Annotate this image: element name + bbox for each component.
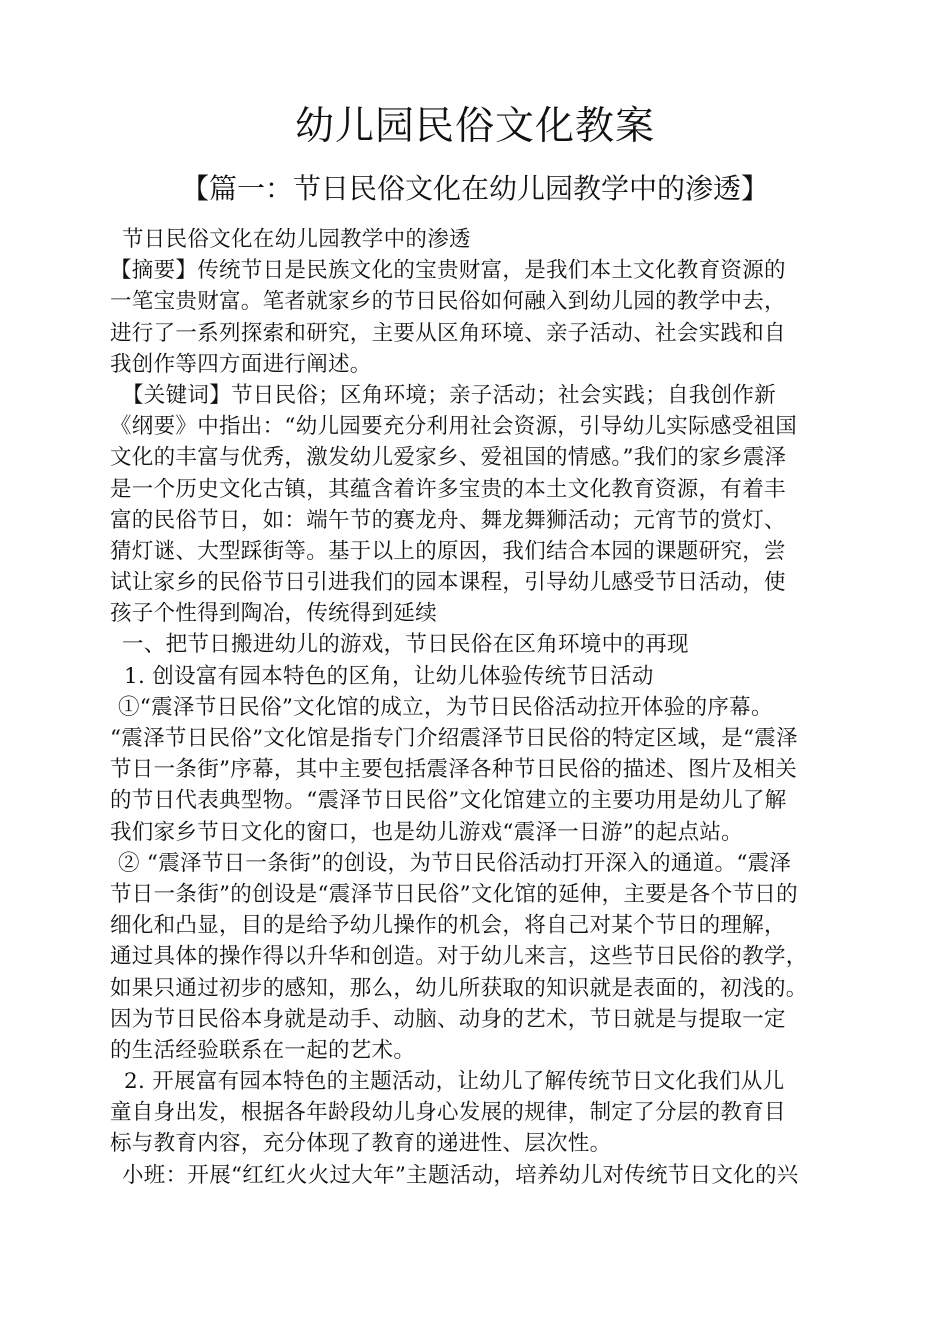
document-title: 幼儿园民俗文化教案 [294,104,655,149]
body-line: 童自身出发，根据各年龄段幼儿身心发展的规律，制定了分层的教育目 [110,1100,786,1126]
body-line: 的生活经验联系在一起的艺术。 [110,1037,416,1063]
body-line: 是一个历史文化古镇，其蕴含着许多宝贵的本土文化教育资源，有着丰 [110,476,786,502]
body-line: 2. 开展富有园本特色的主题活动，让幼儿了解传统节日文化我们从儿 [124,1069,785,1095]
document-subtitle: 【篇一：节日民俗文化在幼儿园教学中的渗透】 [180,172,769,205]
body-line: 试让家乡的民俗节日引进我们的园本课程，引导幼儿感受节日活动，使 [110,570,786,596]
body-line: 一、把节日搬进幼儿的游戏，节日民俗在区角环境中的再现 [122,632,689,658]
body-line: 节日一条街”序幕，其中主要包括震泽各种节日民俗的描述、图片及相关 [110,757,798,783]
document-body [110,224,850,1191]
body-line: 文化的丰富与优秀，激发幼儿爱家乡、爱祖国的情感。”我们的家乡震泽 [110,445,787,471]
body-line: 1. 创设富有园本特色的区角，让幼儿体验传统节日活动 [124,663,654,689]
body-line: 通过具体的操作得以升华和创造。对于幼儿来言，这些节日民俗的教学， [110,944,808,970]
body-line: 【关键词】节日民俗；区角环境；亲子活动；社会实践；自我创作新 [122,382,777,408]
body-line: 节日民俗文化在幼儿园教学中的渗透 [122,227,471,252]
body-line: 如果只通过初步的感知，那么，幼儿所获取的知识就是表面的，初浅的。 [110,975,808,1001]
body-line: 因为节日民俗本身就是动手、动脑、动身的艺术，节日就是与提取一定 [110,1006,786,1032]
body-line: 猜灯谜、大型踩街等。基于以上的原因，我们结合本园的课题研究，尝 [110,538,786,564]
body-line: “震泽节日民俗”文化馆是指专门介绍震泽节日民俗的特定区域，是“震泽 [110,726,798,751]
body-line: 我们家乡节日文化的窗口，也是幼儿游戏“震泽一日游”的起点站。 [110,819,743,845]
body-line: 孩子个性得到陶冶，传统得到延续 [110,601,438,627]
body-line: 细化和凸显，目的是给予幼儿操作的机会，将自己对某个节日的理解， [110,913,786,939]
body-line: 一笔宝贵财富。笔者就家乡的节日民俗如何融入到幼儿园的教学中去， [110,289,786,315]
body-line: 的节日代表典型物。“震泽节日民俗”文化馆建立的主要功用是幼儿了解 [110,788,787,814]
body-line: ② “震泽节日一条街”的创设，为节日民俗活动打开深入的通道。“震泽 [118,850,792,876]
body-line: 节日一条街”的创设是“震泽节日民俗”文化馆的延伸，主要是各个节日的 [110,881,798,907]
body-line: 【摘要】传统节日是民族文化的宝贵财富，是我们本土文化教育资源的 [110,258,786,284]
body-line: 小班：开展“红红火火过大年”主题活动，培养幼儿对传统节日文化的兴 [122,1162,799,1188]
body-line: 我创作等四方面进行阐述。 [110,351,372,377]
body-line: ①“震泽节日民俗”文化馆的成立，为节日民俗活动拉开体验的序幕。 [118,694,773,720]
body-line: 标与教育内容，充分体现了教育的递进性、层次性。 [110,1131,612,1157]
body-line: 富的民俗节日，如：端午节的赛龙舟、舞龙舞狮活动；元宵节的赏灯、 [110,507,786,533]
body-line: 《纲要》中指出：“幼儿园要充分利用社会资源，引导幼儿实际感受祖国 [110,414,798,440]
body-line: 进行了一系列探索和研究，主要从区角环境、亲子活动、社会实践和自 [110,320,786,346]
